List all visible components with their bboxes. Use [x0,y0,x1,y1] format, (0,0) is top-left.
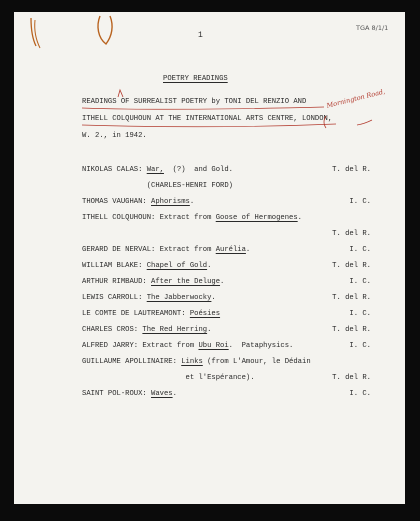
entry-note: . [172,390,177,398]
entry-reader: I. C. [349,278,371,286]
entry-reader: T. del R. [332,294,371,302]
reading-entry [82,295,216,302]
entry-note: . [297,214,302,222]
entry-author: GERARD DE NERVAL: Extract from [82,246,216,254]
entry-reader: I. C. [349,310,371,318]
reading-entry [82,247,250,254]
reading-entry [82,359,311,366]
reading-entry [82,327,211,334]
entry-author: CHARLES CROS: [82,326,143,334]
reading-entry [82,183,233,190]
entry-title: Goose of Hermogenes [215,214,298,222]
intro-line-2: ITHELL COLQUHOUN AT THE INTERNATIONAL ARTS CENTRE, LONDON, [82,115,333,123]
entry-title: Poésies [189,310,221,318]
entry-title: Links [181,358,203,366]
entry-author: et l'Espérance). [82,374,255,382]
entry-author: (CHARLES-HENRI FORD) [82,182,233,190]
reading-entry [82,343,293,350]
entry-note: . [245,246,251,254]
red-ink-underlines [14,12,405,504]
entry-title: After the Deluge [151,278,221,286]
intro-line-3: W. 2., in 1942. [82,132,147,140]
entry-title: Aphorisms [151,198,190,206]
reading-entry [82,391,177,398]
entry-reader: I. C. [349,342,371,350]
entry-author: THOMAS VAUGHAN: [82,198,152,206]
entry-title: Waves [151,390,173,398]
reading-entry [82,311,220,318]
entry-note: . Pataphysics. [228,342,294,350]
reading-entry [82,263,211,270]
entry-title: The Jabberwocky [146,294,212,302]
entry-title: The Red Herring [142,326,208,334]
reading-entry [82,279,224,286]
entry-reader: T. del R. [332,374,371,382]
reading-entry [82,375,255,382]
handwritten-insertion: Mornington Road, [325,87,386,110]
entry-reader: T. del R. [332,326,371,334]
reading-entry [82,215,302,222]
entry-reader: T. del R. [332,166,371,174]
entry-note: . [207,262,212,270]
entry-author: SAINT POL-ROUX: [82,390,152,398]
entry-reader: T. del R. [332,230,371,238]
entry-note: (from L'Amour, le Dédain [202,358,311,366]
entry-note: (?) and Gold. [163,166,233,174]
entry-author: ITHELL COLQUHOUN: Extract from [82,214,216,222]
entry-note: . [207,326,212,334]
archive-reference: TGA 8/1/1 [356,24,389,32]
entry-reader: I. C. [349,390,371,398]
entry-reader: I. C. [349,198,371,206]
entry-author: GUILLAUME APOLLINAIRE: [82,358,182,366]
reading-entry [82,167,233,174]
entry-author: WILLIAM BLAKE: [82,262,147,270]
entry-author: ARTHUR RIMBAUD: [82,278,152,286]
entry-author: LEWIS CARROLL: [82,294,147,302]
entry-reader: T. del R. [332,262,371,270]
entry-note: . [189,198,195,206]
entry-title: War, [146,166,164,174]
typescript-page [14,12,405,504]
entry-note: . [211,294,216,302]
entry-author: NIKOLAS CALAS: [82,166,147,174]
reading-entry [82,199,194,206]
entry-reader: I. C. [349,246,371,254]
entry-author: LE COMTE DE LAUTREAMONT: [82,310,190,318]
entry-title: Aurélia [215,246,246,254]
entry-author: ALFRED JARRY: Extract from [82,342,199,350]
page-number: 1 [198,31,203,40]
entry-note: . [220,278,225,286]
heading: POETRY READINGS [163,75,228,83]
intro-line-1: READINGS OF SURREALIST POETRY by TONI DEL RENZIO AND [82,98,307,106]
entry-title: Chapel of Gold [146,262,208,270]
entry-title: Ubu Roi [198,342,229,350]
